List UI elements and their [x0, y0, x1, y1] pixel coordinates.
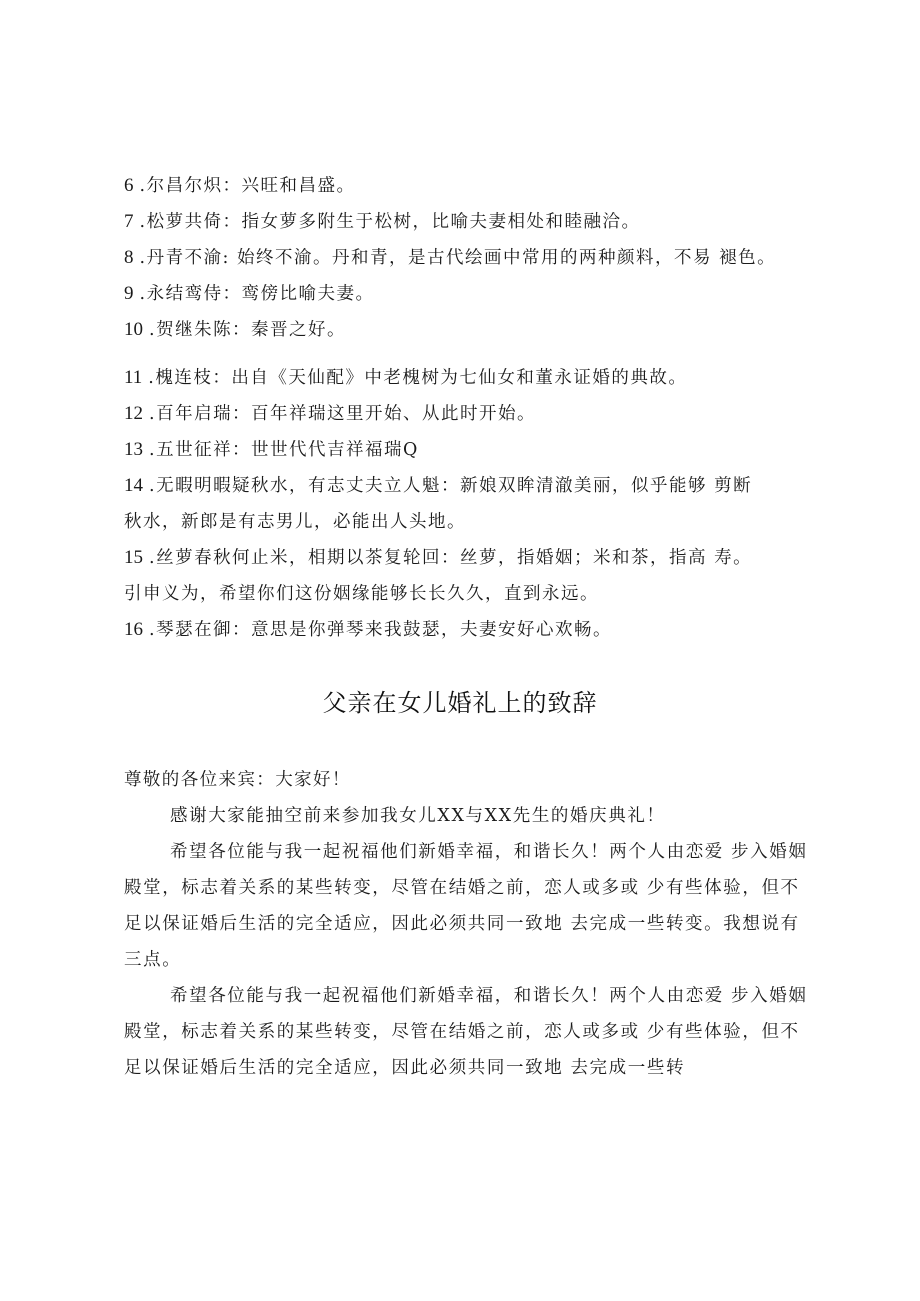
item-number: 14: [124, 475, 143, 496]
item-text: .松萝共倚：指女萝多附生于松树，比喻夫妻相处和睦融洽。: [139, 212, 641, 232]
item-text: .贺继朱陈：秦晋之好。: [149, 320, 347, 340]
section-heading: 父亲在女儿婚礼上的致辞: [322, 689, 598, 717]
item-text: .永结鸾侍：鸾傍比喻夫妻。: [139, 284, 375, 304]
item-text: .丹青不渝: 始终不渝。丹和青，是古代绘画中常用的两种颜料，不易 褪色。: [139, 248, 777, 268]
item-text: .百年启瑞：百年祥瑞这里开始、从此时开始。: [149, 404, 537, 424]
list-item: [124, 540, 814, 612]
list-item: [124, 432, 814, 468]
item-continuation: 秋水，新郎是有志男儿，必能出人头地。: [124, 512, 466, 532]
item-number: 11: [124, 367, 143, 388]
speech-body: [124, 762, 814, 1086]
list-item: [124, 240, 814, 276]
item-text: .尔昌尔炽：兴旺和昌盛。: [139, 176, 356, 196]
list-item: [124, 396, 814, 432]
item-number: 9: [124, 283, 134, 304]
item-number: 16: [124, 619, 143, 640]
item-number: 6: [124, 175, 134, 196]
item-text: .无暇明暇疑秋水，有志丈夫立人魁：新娘双眸清澈美丽，似乎能够 剪断: [149, 476, 753, 496]
item-number: 7: [124, 211, 134, 232]
list-item: [124, 204, 814, 240]
item-text: .五世征祥：世世代代吉祥福瑞Q: [149, 440, 419, 460]
list-item: [124, 612, 814, 648]
list-item: [124, 360, 814, 396]
item-number: 13: [124, 439, 143, 460]
list-item: [124, 468, 814, 540]
idiom-list: [124, 168, 814, 648]
item-text: .琴瑟在御：意思是你弹琴来我鼓瑟，夫妻安好心欢畅。: [149, 620, 613, 640]
paragraph: 希望各位能与我一起祝福他们新婚幸福，和谐长久！两个人由恋爱 步入婚姻殿堂，标志着关系的某些转变，尽管在结婚之前，恋人或多或 少有些体验，但不足以保证婚后生活的完全适应，因此必须共同一致地 去完成一些转: [124, 986, 808, 1078]
item-number: 15: [124, 547, 143, 568]
item-number: 12: [124, 403, 143, 424]
greeting: 尊敬的各位来宾：大家好！: [124, 770, 351, 790]
item-continuation: 引申义为，希望你们这份姻缘能够长长久久，直到永远。: [124, 584, 599, 604]
item-number: 8: [124, 247, 134, 268]
item-text: .槐连枝：出自《天仙配》中老槐树为七仙女和董永证婚的典故。: [148, 368, 688, 388]
list-item: [124, 312, 814, 348]
item-text: .丝萝春秋何止米，相期以茶复轮回：丝萝，指婚姻；米和茶，指高 寿。: [149, 548, 753, 568]
item-number: 10: [124, 319, 143, 340]
list-item: [124, 168, 814, 204]
paragraph: 感谢大家能抽空前来参加我女儿XX与XX先生的婚庆典礼！: [170, 806, 666, 826]
paragraph: 希望各位能与我一起祝福他们新婚幸福，和谐长久！两个人由恋爱 步入婚姻殿堂，标志着关系的某些转变，尽管在结婚之前，恋人或多或 少有些体验，但不足以保证婚后生活的完全适应，因此必须共同一致地 去完成一些转变。我想说有三点。: [124, 842, 808, 970]
list-item: [124, 276, 814, 312]
